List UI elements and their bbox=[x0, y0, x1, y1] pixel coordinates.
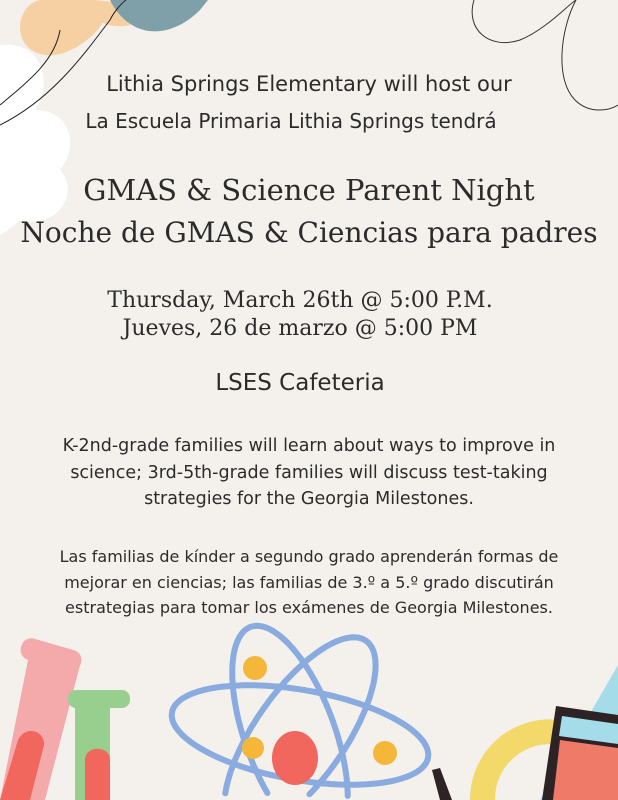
event-title-english: GMAS & Science Parent Night bbox=[83, 173, 535, 207]
event-date-english: Thursday, March 26th @ 5:00 P.M. bbox=[107, 288, 493, 313]
description-spanish bbox=[0, 544, 618, 621]
description-line: strategies for the Georgia Milestones. bbox=[144, 489, 474, 509]
electron bbox=[242, 737, 264, 759]
description-english bbox=[0, 433, 618, 513]
test-tube-icon bbox=[0, 636, 130, 800]
event-date-spanish: Jueves, 26 de marzo @ 5:00 PM bbox=[122, 316, 478, 341]
math-tools-icon bbox=[432, 665, 618, 800]
electron bbox=[243, 656, 267, 680]
description-line: science; 3rd-5th-grade families will discuss test-taking bbox=[70, 462, 548, 483]
description-line: estrategias para tomar los exámenes de Georgia Milestones. bbox=[65, 598, 553, 617]
event-title-spanish: Noche de GMAS & Ciencias para padres bbox=[20, 216, 598, 249]
electron bbox=[373, 741, 397, 765]
intro-spanish: La Escuela Primaria Lithia Springs tendrá bbox=[85, 109, 497, 133]
atom-orbit bbox=[310, 641, 376, 794]
event-location: LSES Cafeteria bbox=[215, 370, 385, 396]
atom-nucleus bbox=[272, 731, 318, 785]
description-line: mejorar en ciencias; las familias de 3.º a 5.º grado discutirán bbox=[64, 572, 554, 592]
intro-english: Lithia Springs Elementary will host our bbox=[106, 72, 512, 96]
description-line: K-2nd-grade families will learn about ways to improve in bbox=[62, 436, 556, 456]
description-line: Las familias de kínder a segundo grado aprenderán formas de bbox=[59, 547, 559, 566]
